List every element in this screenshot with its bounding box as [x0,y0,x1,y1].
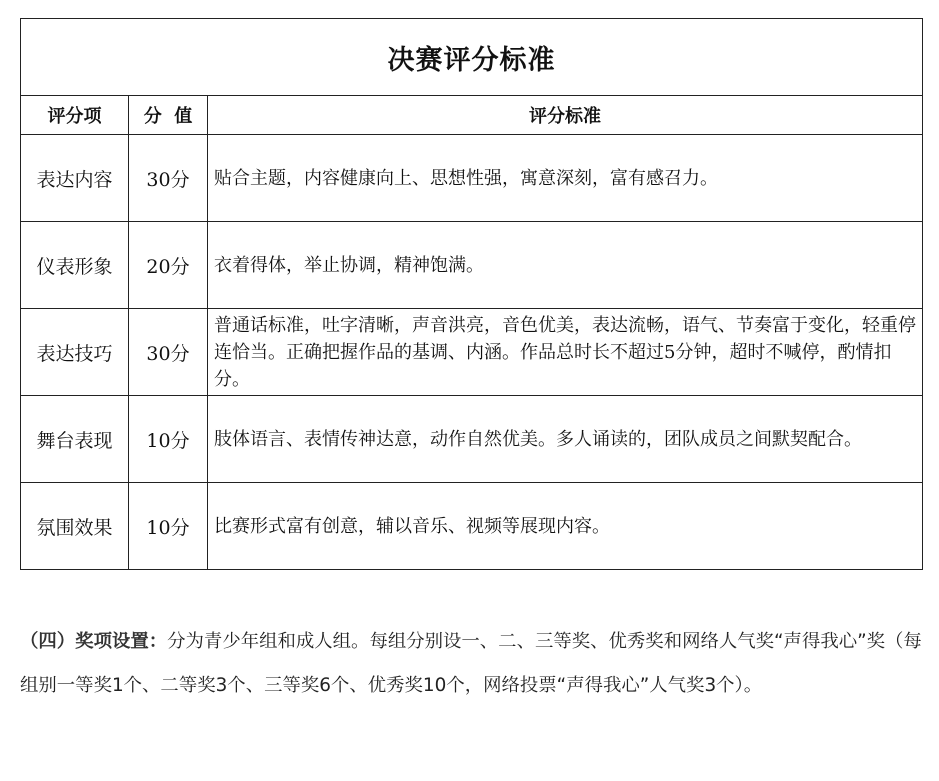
table-title: 决赛评分标准 [21,19,923,96]
row-criteria: 比赛形式富有创意，辅以音乐、视频等展现内容。 [208,483,923,570]
row-criteria: 普通话标准，吐字清晰，声音洪亮，音色优美，表达流畅，语气、节奏富于变化，轻重停连恰当。正确把握作品的基调、内涵。作品总时长不超过5分钟，超时不喊停，酌情扣分。 [208,309,923,396]
table-row [21,309,923,396]
table-row [21,396,923,483]
table-row [21,483,923,570]
row-value: 20分 [129,222,208,309]
awards-paragraph [20,620,922,708]
awards-heading: （四）奖项设置： [20,631,168,652]
row-item: 仪表形象 [21,222,129,309]
row-item: 表达技巧 [21,309,129,396]
table-title-row [21,19,923,96]
header-value: 分 值 [129,96,208,135]
row-value: 10分 [129,483,208,570]
row-value: 30分 [129,309,208,396]
row-item: 表达内容 [21,135,129,222]
scoring-criteria-table [20,18,923,570]
table-row [21,135,923,222]
row-criteria: 肢体语言、表情传神达意，动作自然优美。多人诵读的，团队成员之间默契配合。 [208,396,923,483]
table-header-row [21,96,923,135]
header-item: 评分项 [21,96,129,135]
awards-text: 分为青少年组和成人组。每组分别设一、二、三等奖、优秀奖和网络人气奖“声得我心”奖（每组别一等奖1个、二等奖3个、三等奖6个、优秀奖10个，网络投票“声得我心”人气奖3个）。 [20,631,922,696]
header-criteria: 评分标准 [208,96,923,135]
row-criteria: 贴合主题，内容健康向上、思想性强，寓意深刻，富有感召力。 [208,135,923,222]
row-criteria: 衣着得体，举止协调，精神饱满。 [208,222,923,309]
row-item: 舞台表现 [21,396,129,483]
table-row [21,222,923,309]
row-item: 氛围效果 [21,483,129,570]
row-value: 30分 [129,135,208,222]
row-value: 10分 [129,396,208,483]
